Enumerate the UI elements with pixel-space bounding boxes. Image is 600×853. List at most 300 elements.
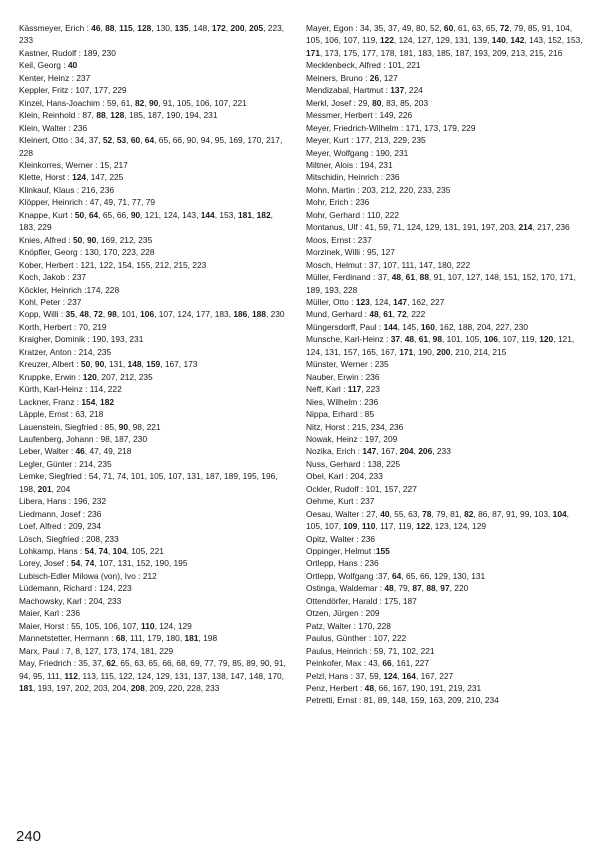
index-page-ref: 209	[149, 683, 164, 694]
index-entry: Kober, Herbert : 121, 122, 154, 155, 212, 215, 223	[19, 259, 207, 270]
index-page-ref: 183	[214, 309, 229, 320]
index-entry-name: Klein, Walter	[19, 122, 67, 133]
index-page-ref: 61	[418, 334, 429, 345]
index-page-ref: 95	[214, 135, 225, 146]
index-entry: Mecklenbeck, Alfred : 101, 221	[306, 60, 421, 71]
index-page-ref: 231	[129, 334, 144, 345]
index-page-ref: 164	[401, 670, 416, 681]
index-page-ref: 235	[436, 184, 451, 195]
index-entry: Kässmeyer, Erich : 46, 88, 115, 128, 130, 135, 148, 172, 200, 205, 223, 233	[19, 23, 285, 46]
index-page-ref: 188	[251, 309, 266, 320]
index-page-ref: 99	[520, 508, 530, 519]
index-entry-name: Paulus, Heinrich	[306, 645, 367, 656]
index-page-ref: 159	[146, 359, 161, 370]
index-page-ref: 167	[380, 346, 395, 357]
index-page-ref: 212	[155, 259, 169, 270]
index-page-ref: 147	[230, 670, 245, 681]
index-entry: Merkl, Josef : 29, 80, 83, 85, 203	[306, 97, 429, 108]
index-page-ref: 198	[19, 483, 33, 494]
index-page-ref: 233	[436, 446, 451, 457]
index-entry: Müller, Otto : 123, 124, 147, 162, 227	[306, 296, 445, 307]
index-page-ref: 221	[232, 97, 247, 108]
index-page-ref: 89	[377, 695, 388, 706]
index-entry-name: Mayer, Egon	[306, 23, 354, 33]
index-page-ref: 27	[366, 508, 376, 519]
index-page-ref: 74	[116, 471, 127, 482]
index-page-ref: 52	[429, 23, 440, 33]
index-page-ref: 222	[385, 209, 399, 220]
index-page-ref: 130	[452, 570, 467, 581]
index-page-ref: 196	[261, 471, 276, 482]
index-page-ref: 227	[430, 296, 445, 307]
index-page-ref: 105	[149, 471, 164, 482]
index-page-ref: 228	[105, 284, 120, 295]
index-page-ref: 235	[97, 458, 112, 469]
index-page-ref: 47	[89, 197, 100, 208]
index-page-ref: 148	[193, 23, 208, 33]
index-page-ref: 37	[92, 658, 102, 669]
index-page-ref: 229	[37, 222, 52, 233]
index-entry-name: Libera, Hans	[19, 496, 67, 507]
index-entry: Marx, Paul : 7, 8, 127, 173, 174, 181, 229	[19, 645, 174, 656]
index-page-ref: 190	[154, 558, 169, 569]
index-page-ref: 233	[205, 683, 220, 694]
index-entry: Mohr, Gerhard : 110, 222	[306, 209, 399, 220]
index-page-ref: 106	[140, 309, 155, 320]
index-page-ref: 65	[485, 23, 496, 33]
index-page-ref: 65	[148, 658, 158, 669]
index-page-ref: 61	[120, 97, 131, 108]
index-page-ref: 87	[492, 508, 502, 519]
index-page-ref: 180	[437, 259, 452, 270]
index-page-ref: 167	[164, 359, 179, 370]
index-entry: Obel, Karl : 204, 233	[306, 471, 383, 482]
index-page-ref: 85	[104, 421, 114, 432]
index-page-ref: 232	[92, 496, 107, 507]
index-page-ref: 117	[380, 521, 394, 532]
index-page-ref: 221	[149, 546, 164, 557]
index-page-ref: 107	[75, 85, 90, 96]
index-entry-name: Mendizabal, Hartmut	[306, 85, 384, 96]
index-page-ref: 148	[249, 670, 264, 681]
index-page-ref: 98	[132, 421, 142, 432]
index-page-ref: 142	[510, 35, 525, 46]
index-page-ref: 66	[162, 658, 172, 669]
index-page-ref: 231	[467, 683, 482, 694]
index-page-ref: 147	[393, 296, 408, 307]
index-page-ref: 66	[116, 209, 127, 220]
index-page-ref: 234	[484, 695, 499, 706]
index-page-ref: 135	[174, 23, 189, 33]
index-page-ref: 54	[88, 471, 99, 482]
index-page-ref: 124	[453, 521, 468, 532]
index-entry-name: Oehme, Kurt	[306, 496, 354, 507]
index-entry-name: Lorey, Josef	[19, 558, 64, 569]
index-entry-name: Ostinga, Waldemar	[306, 583, 378, 594]
index-page-ref: 237	[67, 296, 82, 307]
index-entry: Keil, Georg : 40	[19, 60, 78, 71]
index-page-ref: 218	[89, 409, 104, 420]
index-page-ref: 182	[256, 209, 271, 220]
index-page-ref: 148	[127, 359, 142, 370]
index-page-ref: 230	[101, 47, 116, 58]
index-entry-name: Petretti, Ernst	[306, 695, 357, 706]
index-page-ref: 101	[387, 60, 402, 71]
index-page-ref: 229	[159, 645, 174, 656]
index-page-ref: 119	[521, 334, 535, 345]
index-entry: Klein, Reinhold : 87, 88, 128, 185, 187, 190, 194, 231	[19, 110, 218, 121]
index-entry: Köckler, Heinrich :174, 228	[19, 284, 120, 295]
index-entry: Ockler, Rudolf : 101, 157, 227	[306, 483, 417, 494]
index-page-ref: 77	[204, 658, 214, 669]
index-page-ref: 65	[158, 135, 169, 146]
index-page-ref: 128	[137, 23, 152, 33]
index-entry: Kraigher, Dominik : 190, 193, 231	[19, 334, 144, 345]
index-page-ref: 170	[247, 135, 262, 146]
index-page-ref: 236	[385, 172, 400, 183]
index-page-ref: 88	[105, 23, 115, 33]
index-entry: Mohn, Martin : 203, 212, 220, 233, 235	[306, 184, 451, 195]
index-page-ref: 155	[375, 546, 390, 557]
index-page-ref: 37	[88, 135, 99, 146]
index-page-ref: 121	[557, 334, 572, 345]
index-entry: Montanus, Ulf : 41, 59, 71, 124, 129, 131, 191, 197, 203, 214, 217, 236	[306, 222, 570, 233]
index-entry-name: Legler, Günter	[19, 458, 73, 469]
index-page-ref: 49	[103, 197, 114, 208]
index-page-ref: 236	[365, 371, 380, 382]
index-page-ref: 175	[343, 47, 358, 58]
index-page-ref: 128	[110, 110, 125, 121]
index-page-ref: 46	[75, 446, 85, 457]
index-page-ref: 214	[78, 346, 93, 357]
index-entry: Messmer, Herbert : 149, 226	[306, 110, 413, 121]
index-page-ref: 204	[399, 446, 414, 457]
index-page-ref: 203	[499, 222, 514, 233]
index-page-ref: 147	[90, 172, 105, 183]
index-page-ref: 41	[364, 222, 374, 233]
index-entry: Kopp, Willi : 35, 48, 72, 98, 101, 106, 107, 124, 177, 183, 186, 188, 230	[19, 309, 285, 320]
index-entry-name: Otzen, Jürgen	[306, 608, 359, 619]
index-page-ref: 210	[455, 346, 470, 357]
index-entry-name: Morzinek, Willi	[306, 247, 360, 258]
index-page-ref: 200	[436, 346, 451, 357]
index-page-ref: 91	[162, 97, 173, 108]
index-entry-name: Munsche, Karl-Heinz	[306, 334, 384, 345]
index-page-ref: 65	[405, 570, 416, 581]
index-entry-name: Mohn, Martin	[306, 184, 355, 195]
index-page-ref: 50	[80, 359, 91, 370]
index-page-ref: 68	[176, 658, 186, 669]
index-page-ref: 190	[375, 147, 390, 158]
index-entry: Nippa, Erhard : 85	[306, 409, 374, 420]
index-entry: Ortlepp, Hans : 236	[306, 558, 379, 569]
index-page-ref: 124	[406, 222, 421, 233]
index-page-ref: 236	[73, 122, 88, 133]
index-entry-name: Knöpfler, Georg	[19, 247, 78, 258]
index-page-ref: 79	[145, 197, 156, 208]
index-page-ref: 64	[392, 570, 402, 581]
index-page-ref: 170	[267, 670, 282, 681]
index-page-ref: 202	[74, 683, 89, 694]
index-page-ref: 37	[355, 670, 365, 681]
index-page-ref: 48	[384, 583, 394, 594]
index-entry: Mitschidin, Heinrich : 236	[306, 172, 400, 183]
index-page-ref: 91	[541, 23, 552, 33]
index-page-ref: 157	[343, 346, 358, 357]
index-page-ref: 229	[393, 135, 408, 146]
index-entry: Mannetstetter, Hermann : 68, 111, 179, 180, 181, 198	[19, 633, 218, 644]
index-entry-name: Merkl, Josef	[306, 97, 352, 108]
index-page-ref: 107	[373, 633, 388, 644]
index-page-ref: 94	[200, 135, 211, 146]
index-page-ref: 107	[98, 558, 113, 569]
index-page-ref: 95	[32, 670, 43, 681]
index-page-ref: 15	[99, 159, 110, 170]
index-page-ref: 228	[343, 284, 358, 295]
index-page-ref: 167	[392, 683, 407, 694]
index-page-ref: 89	[246, 658, 256, 669]
index-entry-name: Lemke, Siegfried	[19, 471, 82, 482]
index-page-ref: 102	[401, 645, 416, 656]
index-page-ref: 161	[396, 658, 411, 669]
index-page-ref: 78	[422, 508, 432, 519]
index-page-ref: 229	[461, 122, 476, 133]
index-entry: Penz, Herbert : 48, 66, 167, 190, 191, 219, 231	[306, 683, 482, 694]
index-entry: Meyer, Kurt : 177, 213, 229, 235	[306, 135, 426, 146]
index-page-ref: 181	[140, 645, 155, 656]
index-page-ref: 147	[362, 446, 377, 457]
index-page-ref: 74	[98, 546, 108, 557]
index-page-ref: 231	[203, 110, 218, 121]
index-page-ref: 214	[518, 222, 533, 233]
index-entry: Maier, Karl : 236	[19, 608, 80, 619]
index-page-ref: 82	[134, 97, 145, 108]
index-page-ref: 237	[357, 234, 372, 245]
index-page-ref: 152	[522, 272, 537, 283]
index-page-ref: 208	[86, 533, 101, 544]
index-page-ref: 60	[130, 135, 141, 146]
index-page-ref: 205	[249, 23, 264, 33]
index-entry-name: Lüdemann, Richard	[19, 583, 93, 594]
index-page-ref: 122	[99, 259, 114, 270]
index-page-ref: 105	[306, 35, 320, 46]
index-entry-name: Oesau, Walter	[306, 508, 360, 519]
index-page-ref: 233	[107, 595, 122, 606]
index-page-ref: 106	[483, 334, 498, 345]
index-page-ref: 131	[186, 471, 201, 482]
index-page-ref: 233	[417, 184, 432, 195]
index-page-ref: 48	[369, 309, 379, 320]
index-column-left	[19, 22, 289, 694]
index-page-ref: 98	[107, 309, 117, 320]
index-page-ref: 220	[454, 583, 469, 594]
index-page-ref: 236	[364, 558, 379, 569]
index-page-ref: 230	[514, 321, 529, 332]
index-page-ref: 90	[186, 135, 197, 146]
index-page-ref: 209	[68, 521, 83, 532]
index-entry-name: Lohkamp, Hans	[19, 546, 78, 557]
index-entry-name: Penz, Herbert	[306, 683, 358, 694]
index-page-ref: 106	[195, 97, 210, 108]
index-page-ref: 48	[364, 683, 374, 694]
index-page-ref: 74	[84, 558, 95, 569]
index-page-ref: 235	[138, 234, 153, 245]
index-entry-name: Lubisch-Edler Milowa (von), Ivo	[19, 570, 136, 581]
index-entry-name: Meyer, Kurt	[306, 135, 349, 146]
index-page-ref: 131	[324, 346, 339, 357]
index-page-ref: 235	[138, 371, 153, 382]
index-entry-name: Machowsky, Karl	[19, 595, 82, 606]
index-entry: Kenter, Heinz : 237	[19, 72, 91, 83]
index-page-ref: 185	[436, 47, 451, 58]
index-page-ref: 87	[412, 583, 422, 594]
index-page-ref: 138	[211, 670, 226, 681]
index-page-ref: 187	[402, 595, 417, 606]
index-page-ref: 224	[408, 85, 423, 96]
index-page-ref: 221	[146, 421, 161, 432]
index-page-ref: 65	[120, 658, 130, 669]
index-entry-name: Mohr, Erich	[306, 197, 349, 208]
index-page-ref: 231	[378, 159, 393, 170]
index-entry-name: Mohr, Gerhard	[306, 209, 360, 220]
index-page-ref: 63	[471, 23, 482, 33]
index-entry: Münster, Werner : 235	[306, 359, 389, 370]
index-entry: Peinkofer, Max : 43, 66, 161, 227	[306, 658, 429, 669]
index-entry: Kleinert, Otto : 34, 37, 52, 53, 60, 64, 65, 66, 90, 94, 95, 169, 170, 217, 228	[19, 135, 283, 158]
index-page-ref: 90	[118, 421, 128, 432]
index-page-ref: 148	[391, 695, 406, 706]
index-page-ref: 204	[476, 321, 491, 332]
index-entry-name: Kober, Herbert	[19, 259, 74, 270]
index-entry: Koch, Jakob : 237	[19, 272, 87, 283]
index-page-ref: 190	[411, 683, 426, 694]
index-entry: Meiners, Bruno : 26, 127	[306, 72, 398, 83]
index-page-ref: 225	[109, 172, 124, 183]
index-page-ref: 107	[214, 97, 229, 108]
index-page-ref: 153	[219, 209, 234, 220]
index-page-ref: 107	[502, 334, 517, 345]
page-number: 240	[16, 828, 42, 845]
index-page-ref: 215	[529, 47, 544, 58]
index-page-ref: 129	[433, 570, 448, 581]
index-page-ref: 143	[529, 35, 544, 46]
index-page-ref: 223	[365, 384, 380, 395]
index-entry-name: Nowak, Heinz	[306, 433, 358, 444]
index-entry: Machowsky, Karl : 204, 233	[19, 595, 122, 606]
index-entry: Maier, Horst : 55, 105, 106, 107, 110, 124, 129	[19, 620, 192, 631]
index-page-ref: 197	[481, 222, 496, 233]
index-page-ref: 63	[408, 508, 418, 519]
index-page-ref: 154	[117, 259, 132, 270]
index-entry: Korth, Herbert : 70, 219	[19, 321, 107, 332]
index-entry: Patz, Walter : 170, 228	[306, 620, 391, 631]
index-page-ref: 88	[426, 583, 436, 594]
index-page-ref: 220	[399, 184, 414, 195]
index-page-ref: 131	[108, 359, 123, 370]
index-page-ref: 59	[373, 645, 384, 656]
index-page-ref: 59	[378, 222, 388, 233]
index-page-ref: 117	[347, 384, 362, 395]
index-page-ref: 204	[56, 483, 71, 494]
index-entry-name: Kraigher, Dominik	[19, 334, 86, 345]
index-page-ref: 97	[440, 583, 450, 594]
index-page-ref: 105	[85, 620, 100, 631]
index-entry: Klinkauf, Klaus : 216, 236	[19, 184, 115, 195]
index-entry-name: Keil, Georg	[19, 60, 61, 71]
index-page-ref: 235	[97, 346, 112, 357]
index-entry: Oppinger, Helmut :155	[306, 546, 390, 557]
index-page-ref: 104	[552, 508, 567, 519]
index-page-ref: 82	[464, 508, 474, 519]
index-page-ref: 124	[306, 346, 320, 357]
index-page-ref: 157	[384, 483, 399, 494]
index-page-ref: 236	[364, 396, 379, 407]
index-page-ref: 227	[415, 658, 429, 669]
index-entry: Knöpfler, Georg : 130, 170, 223, 228	[19, 247, 155, 258]
index-page-ref: 148	[484, 272, 499, 283]
index-page-ref: 236	[66, 608, 80, 619]
index-page-ref: 209	[447, 695, 462, 706]
index-page-ref: 191	[429, 683, 444, 694]
index-entry-name: Müller, Otto	[306, 296, 349, 307]
index-page-ref: 223	[121, 247, 136, 258]
index-page-ref: 7	[66, 645, 71, 656]
index-page-ref: 222	[411, 309, 426, 320]
index-page-ref: 194	[360, 159, 374, 170]
index-page-ref: 111	[46, 670, 60, 681]
index-page-ref: 179	[442, 122, 457, 133]
index-page-ref: 54	[70, 558, 81, 569]
index-page-ref: 204	[350, 471, 365, 482]
index-page-ref: 55	[71, 620, 81, 631]
index-page-ref: 177	[355, 135, 370, 146]
index-page-ref: 55	[394, 508, 404, 519]
index-page-ref: 235	[374, 359, 389, 370]
index-page-ref: 181	[399, 47, 414, 58]
index-entry-name: Paulus, Günther	[306, 633, 367, 644]
index-page-ref: 216	[548, 47, 563, 58]
index-column-right	[306, 22, 586, 707]
index-page-ref: 189	[224, 471, 238, 482]
index-page-ref: 237	[360, 496, 375, 507]
index-page-ref: 197	[364, 433, 379, 444]
index-page-ref: 26	[369, 72, 380, 83]
index-page-ref: 130	[84, 247, 99, 258]
index-page-ref: 177	[93, 85, 108, 96]
index-page-ref: 131	[454, 35, 469, 46]
index-page-ref: 190	[166, 110, 181, 121]
index-page-ref: 107	[158, 309, 173, 320]
index-page-ref: 123	[355, 296, 370, 307]
index-page-ref: 91	[274, 658, 284, 669]
index-page-ref: 236	[555, 222, 570, 233]
index-page-ref: 35	[65, 309, 75, 320]
index-entry: Munsche, Karl-Heinz : 37, 48, 61, 98, 101, 105, 106, 107, 119, 120, 121, 124, 131, 157, 165, 167, 171, 190, 200, 210, 214, 215	[306, 334, 575, 357]
index-page-ref: 162	[439, 321, 454, 332]
index-entry: Miltner, Alois : 194, 231	[306, 159, 393, 170]
index-page-ref: 80	[415, 23, 426, 33]
index-page-ref: 37	[377, 272, 388, 283]
index-page-ref: 179	[147, 633, 162, 644]
index-page-ref: 50	[74, 209, 85, 220]
index-page-ref: 107	[343, 35, 358, 46]
index-page-ref: 106	[103, 620, 118, 631]
index-page-ref: 137	[390, 85, 405, 96]
index-page-ref: 236	[355, 197, 370, 208]
index-page-ref: 35	[78, 658, 88, 669]
index-page-ref: 188	[458, 321, 473, 332]
index-page-ref: 122	[416, 521, 431, 532]
